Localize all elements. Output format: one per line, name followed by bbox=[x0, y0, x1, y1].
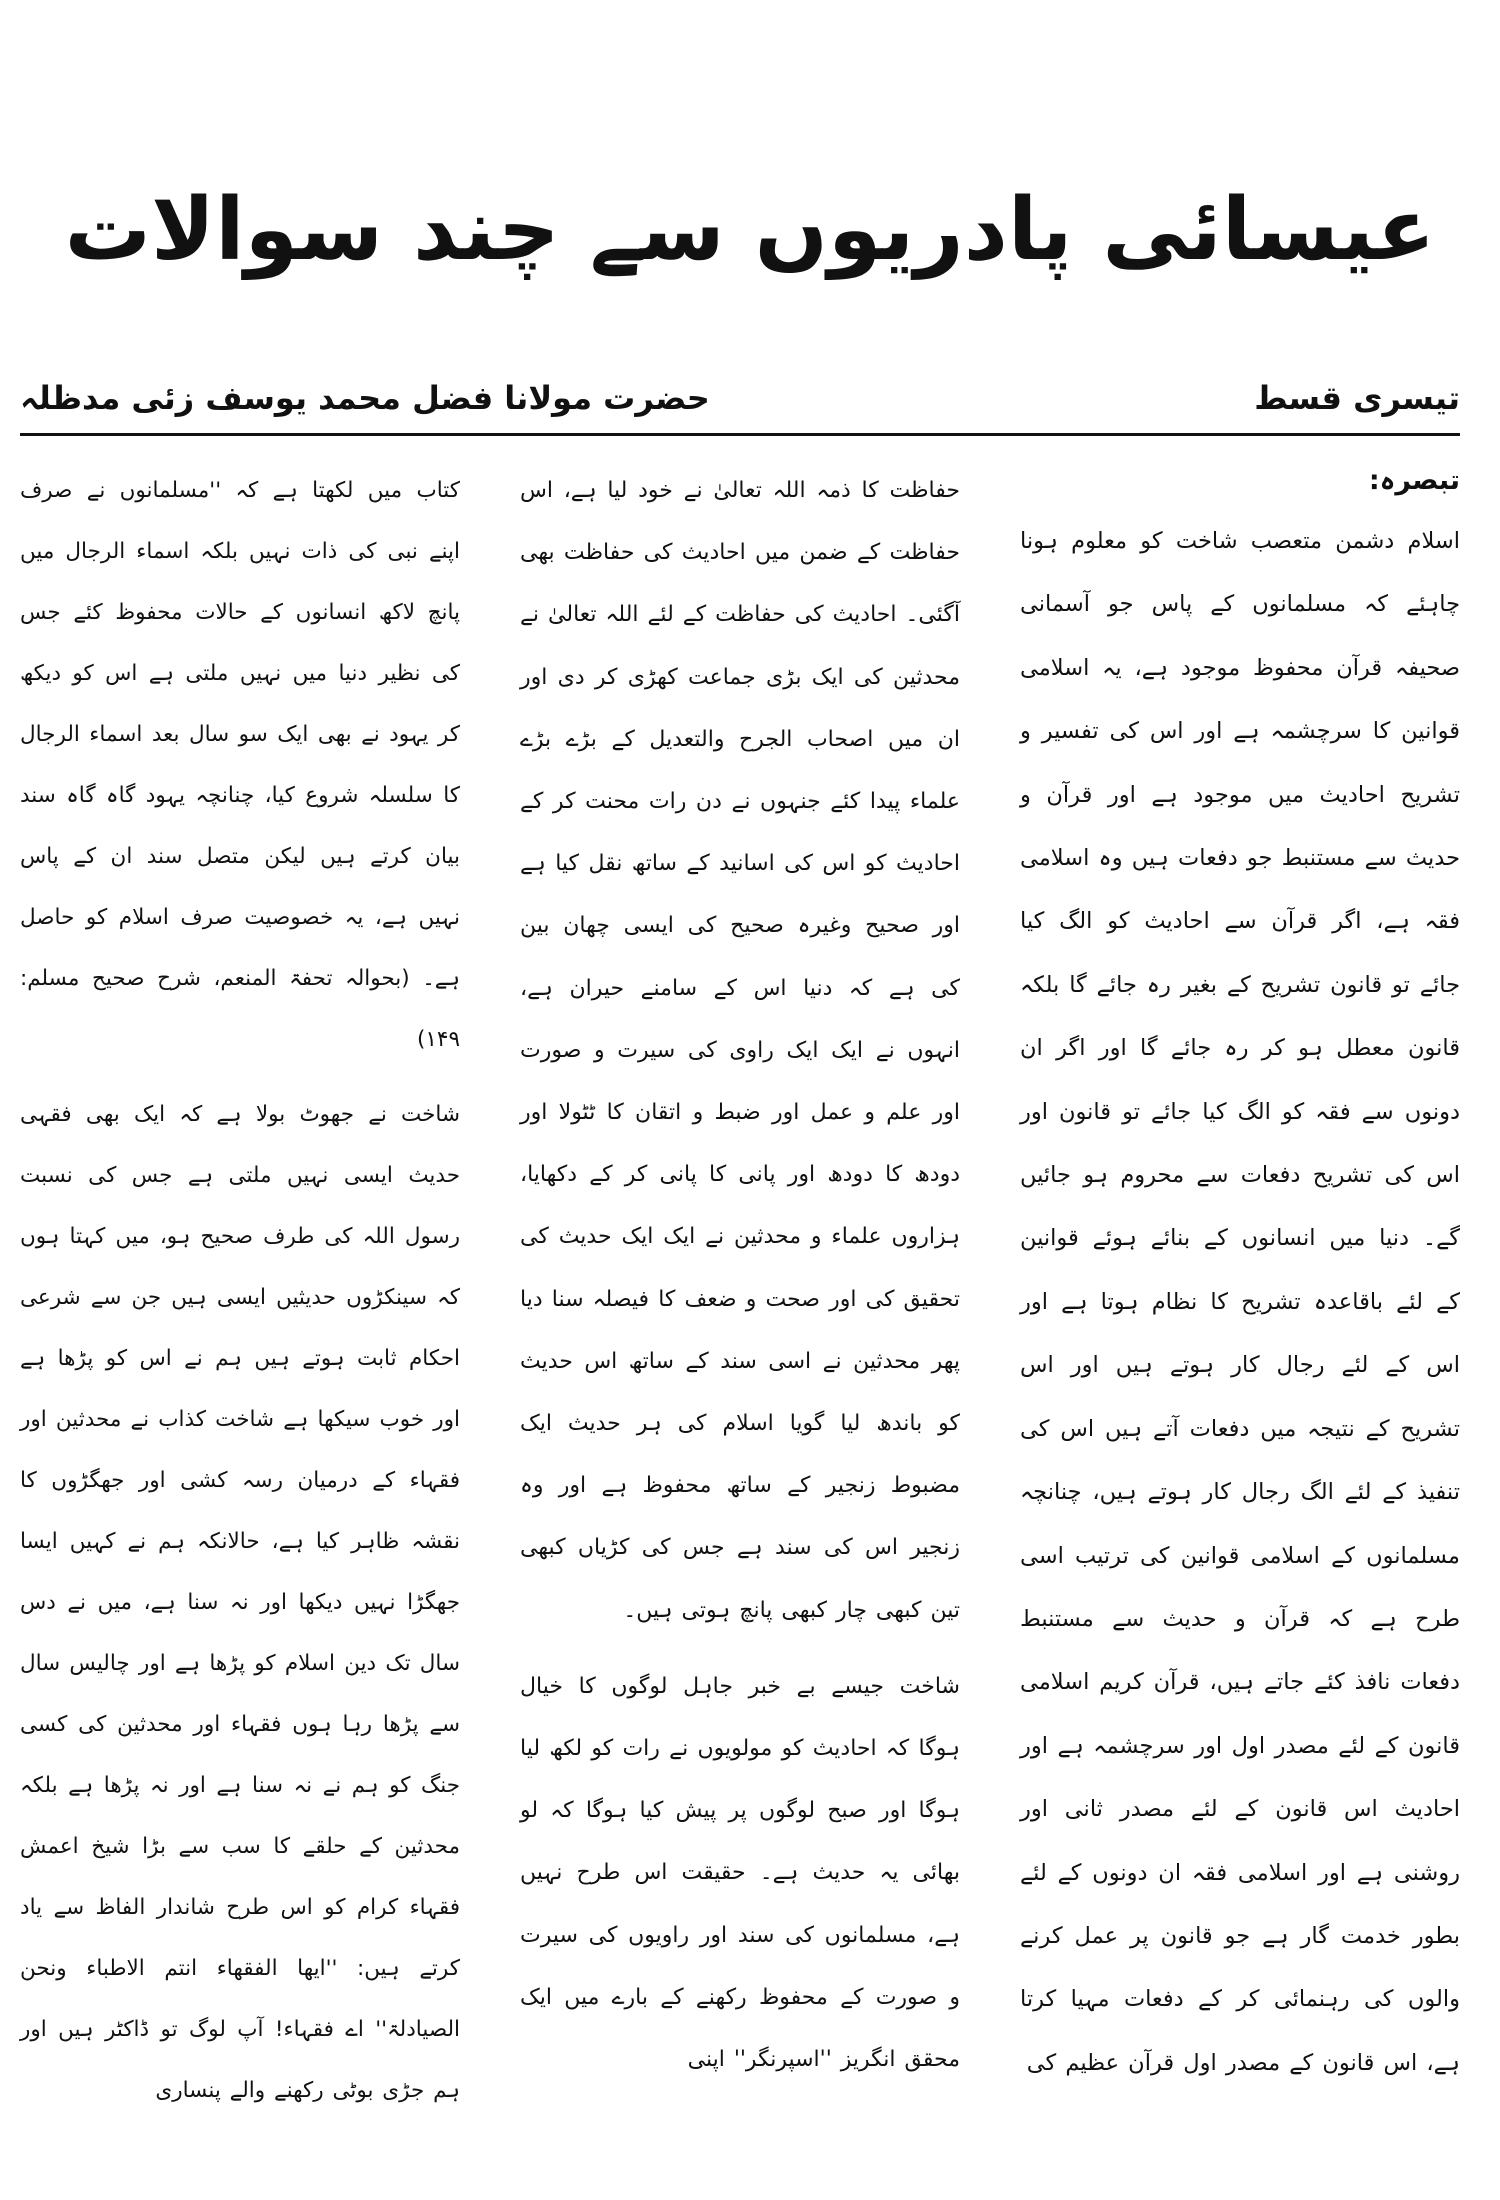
header-divider bbox=[20, 433, 1460, 436]
author-name: حضرت مولانا فضل محمد یوسف زئی مدظلہ bbox=[20, 379, 710, 417]
column-right bbox=[1020, 460, 1460, 2180]
paragraph: شاخت نے جھوٹ بولا ہے کہ ایک بھی فقہی حدیث ایسی نہیں ملتی ہے جس کی نسبت رسول اللہ کی طرف صحیح ہو، میں کہتا ہوں کہ سینکڑوں حدیثیں ایسی ہیں جن سے شرعی احکام ثابت ہوتے ہیں ہم نے اس کو پڑھا ہے اور خوب سیکھا ہے شاخت کذاب نے محدثین اور فقہاء کے درمیان رسہ کشی اور جھگڑوں کا نقشہ ظاہر کیا ہے، حالانکہ ہم نے کہیں ایسا جھگڑا نہیں دیکھا اور نہ سنا ہے، میں نے دس سال تک دین اسلام کو پڑھا ہے اور چالیس سال سے پڑھا رہا ہوں فقہاء اور محدثین کی کسی جنگ کو ہم نے نہ سنا ہے اور نہ پڑھا ہے بلکہ محدثین کے حلقے کا سب سے بڑا شیخ اعمش فقہاء کرام کو اس طرح شاندار الفاظ سے یاد کرتے ہیں: ''ایھا الفقھاء انتم الاطباء ونحن الصیادلۃ'' اے فقہاء! آپ لوگ تو ڈاکٹر ہیں اور ہم جڑی بوٹی رکھنے والے پنساری bbox=[20, 1102, 460, 2103]
paragraph: شاخت جیسے بے خبر جاہل لوگوں کا خیال ہوگا کہ احادیث کو مولویوں نے رات کو لکھ لیا ہوگا اور صبح لوگوں پر پیش کیا ہوگا کہ لو بھائی یہ حدیث ہے۔ حقیقت اس طرح نہیں ہے، مسلمانوں کی سند اور راویوں کی سیرت و صورت کے محفوظ رکھنے کے بارے میں ایک محقق انگریز ''اسپرنگر'' اپنی bbox=[520, 1673, 960, 2073]
column-middle bbox=[520, 460, 960, 2180]
commentary-label: تبصرہ: bbox=[1368, 465, 1460, 496]
paragraph: حفاظت کا ذمہ اللہ تعالیٰ نے خود لیا ہے، اس حفاظت کے ضمن میں احادیث کی حفاظت بھی آگئی۔ احادیث کی حفاظت کے لئے اللہ تعالیٰ نے محدثین کی ایک بڑی جماعت کھڑی کر دی اور ان میں اصحاب الجرح والتعدیل کے بڑے بڑے علماء پیدا کئے جنہوں نے دن رات محنت کر کے احادیث کو اس کی اسانید کے ساتھ نقل کیا ہے اور صحیح وغیرہ صحیح کی ایسی چھان بین کی ہے کہ دنیا اس کے سامنے حیران ہے، انہوں نے ایک ایک راوی کی سیرت و صورت اور علم و عمل اور ضبط و اتقان کا ٹٹولا اور دودھ کا دودھ اور پانی کا پانی کر کے دکھایا، ہزاروں علماء و محدثین نے ایک ایک حدیث کی تحقیق کی اور صحت و ضعف کا فیصلہ سنا دیا پھر محدثین نے اسی سند کے ساتھ اس حدیث کو باندھ لیا گویا اسلام کی ہر حدیث ایک مضبوط زنجیر کے ساتھ محفوظ ہے اور وہ زنجیر اس کی سند ہے جس کی کڑیاں کبھی تین کبھی چار کبھی پانچ ہوتی ہیں۔ bbox=[520, 478, 960, 1623]
paragraph: اسلام دشمن متعصب شاخت کو معلوم ہونا چاہئے کہ مسلمانوں کے پاس جو آسمانی صحیفہ قرآن محفوظ موجود ہے، یہ اسلامی قوانین کا سرچشمہ ہے اور اس کی تفسیر و تشریح احادیث میں موجود ہے اور قرآن و حدیث سے مستنبط جو دفعات ہیں وہ اسلامی فقہ ہے، اگر قرآن سے احادیث کو الگ کیا جائے تو قانون تشریح کے بغیر رہ جائے گا بلکہ قانون معطل ہو کر رہ جائے گا اور اگر ان دونوں سے فقہ کو الگ کیا جائے تو قانون اور اس کی تشریح دفعات سے محروم ہو جائیں گے۔ دنیا میں انسانوں کے بنائے ہوئے قوانین کے لئے باقاعدہ تشریح کا نظام ہوتا ہے اور اس کے لئے رجال کار ہوتے ہیں اور اس تشریح کے نتیجہ میں دفعات آتے ہیں اس کی تنفیذ کے لئے الگ رجال کار ہوتے ہیں، چنانچہ مسلمانوں کے اسلامی قوانین کی ترتیب اسی طرح ہے کہ قرآن و حدیث سے مستنبط دفعات نافذ کئے جاتے ہیں، قرآن کریم اسلامی قانون کے لئے مصدر اول اور سرچشمہ ہے اور احادیث اس قانون کے لئے مصدر ثانی اور روشنی ہے اور اسلامی فقہ ان دونوں کے لئے بطور خدمت گار ہے جو قانون پر عمل کرنے والوں کی رہنمائی کر کے دفعات مہیا کرتا ہے، اس قانون کے مصدر اول قرآن عظیم کی bbox=[1020, 528, 1460, 2076]
byline-row bbox=[20, 368, 1460, 428]
episode-label: تیسری قسط bbox=[1254, 379, 1460, 417]
article-title: عیسائی پادریوں سے چند سوالات bbox=[64, 180, 1436, 280]
column-left bbox=[20, 460, 460, 2180]
paragraph-gap bbox=[520, 1642, 960, 1656]
paragraph: کتاب میں لکھتا ہے کہ ''مسلمانوں نے صرف اپنے نبی کی ذات نہیں بلکہ اسماء الرجال میں پانچ لاکھ انسانوں کے حالات محفوظ کئے جس کی نظیر دنیا میں نہیں ملتی ہے اس کو دیکھ کر یہود نے بھی ایک سو سال بعد اسماء الرجال کا سلسلہ شروع کیا، چنانچہ یہود گاہ گاہ سند بیان کرتے ہیں لیکن متصل سند ان کے پاس نہیں ہے، یہ خصوصیت صرف اسلام کو حاصل ہے۔ (بحوالہ تحفۃ المنعم، شرح صحیح مسلم: ۱۴۹) bbox=[20, 478, 460, 1052]
paragraph-gap bbox=[20, 1070, 460, 1084]
